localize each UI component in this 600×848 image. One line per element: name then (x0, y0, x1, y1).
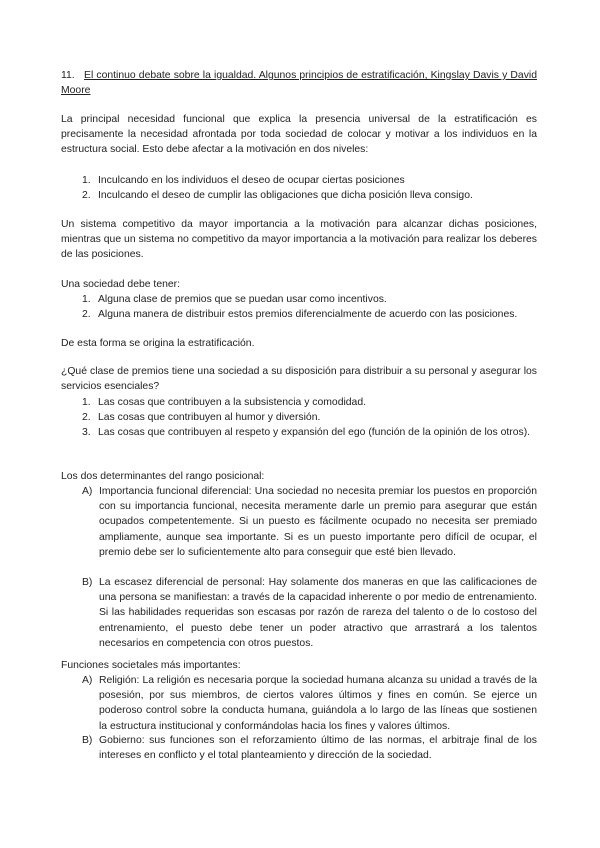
item-text: Alguna clase de premios que se puedan usar como incentivos. (98, 294, 387, 305)
item-text: La escasez diferencial de personal: Hay solamente dos maneras en que las calificaciones de una persona se manifiestan: a través de la capacidad inherente o por medio de entrenamiento. Si las habilidades requeridas son escasas por razón de rareza del talento o de lo costoso del entrenamiento, el puesto debe tener un poder atractivo que arrastrará a los talentos necesarios en competencia con otros puestos. (99, 577, 537, 649)
item-text: Importancia funcional diferencial: Una sociedad no necesita premiar los puestos en proporción con su importancia funcional, necesita meramente darle un premio para asegurar que están ocupados competentemente. Si un puesto es fácilmente ocupado no necesita ser premiado ampliamente, aunque sea importante. Si es un puesto importante pero difícil de ocupar, el premio debe ser lo suficientemente alto para conseguir que esté bien llevado. (99, 486, 537, 558)
list-item (82, 673, 537, 734)
list-item (82, 292, 537, 307)
paragraph: La principal necesidad funcional que explica la presencia universal de la estratificación es precisamente la necesidad afrontada por toda sociedad de colocar y motivar a los individuos en la estructura social. Esto debe afectar a la motivación en dos niveles: (61, 114, 537, 156)
item-text: Inculcando en los individuos el deseo de ocupar ciertas posiciones (98, 175, 405, 186)
item-text: Religión: La religión es necesaria porque la sociedad humana alcanza su unidad a través de la posesión, por sus miembros, de ciertos valores últimos y fines en común. Se ejerce un poderoso control sobre la conducta humana, guiándola a lo largo de las líneas que sostienen la estructura institucional y conformándolas hacia los fines y valores últimos. (99, 675, 537, 732)
paragraph: Los dos determinantes del rango posicional: (61, 471, 265, 482)
list-item (82, 733, 537, 763)
item-letter: B) (82, 577, 93, 588)
paragraph: Un sistema competitivo da mayor importancia a la motivación para alcanzar dichas posiciones, mientras que un sistema no competitivo da mayor importancia a la motivación para realizar los deberes de las posiciones. (61, 219, 537, 261)
item-text: Alguna manera de distribuir estos premios diferencialmente de acuerdo con las posiciones. (98, 309, 518, 320)
list-item (82, 173, 537, 188)
list-item (82, 425, 537, 440)
item-letter: A) (82, 486, 93, 497)
heading-title: El continuo debate sobre la igualdad. Algunos principios de estratificación, Kingslay Davis y David Moore (61, 70, 537, 97)
item-text: Las cosas que contribuyen a la subsistencia y comodidad. (98, 397, 367, 408)
item-number: 1. (82, 294, 91, 305)
paragraph: Funciones societales más importantes: (61, 660, 241, 671)
section-heading (61, 68, 537, 98)
list-item (82, 188, 537, 203)
item-number: 2. (82, 412, 91, 423)
list-item (82, 575, 537, 651)
paragraph: ¿Qué clase de premios tiene una sociedad a su disposición para distribuir a su personal y asegurar los servicios esenciales? (61, 366, 537, 393)
item-letter: B) (82, 735, 93, 746)
heading-number: 11. (61, 70, 75, 81)
item-text: Gobierno: sus funciones son el reforzamiento último de las normas, el arbitraje final de los intereses en conflicto y el total planteamiento y dirección de la sociedad. (99, 735, 537, 762)
item-text: Inculcando el deseo de cumplir las obligaciones que dicha posición lleva consigo. (98, 190, 473, 201)
item-number: 2. (82, 190, 91, 201)
list-item (82, 307, 537, 322)
paragraph: De esta forma se origina la estratificación. (61, 338, 255, 349)
item-text: Las cosas que contribuyen al humor y diversión. (98, 412, 321, 423)
list-item (82, 484, 537, 560)
paragraph: Una sociedad debe tener: (61, 279, 181, 290)
item-number: 2. (82, 309, 91, 320)
item-letter: A) (82, 675, 93, 686)
item-number: 3. (82, 427, 91, 438)
item-text: Las cosas que contribuyen al respeto y expansión del ego (función de la opinión de los otros). (98, 427, 531, 438)
item-number: 1. (82, 175, 91, 186)
item-number: 1. (82, 397, 91, 408)
list-item (82, 410, 537, 425)
list-item (82, 395, 537, 410)
